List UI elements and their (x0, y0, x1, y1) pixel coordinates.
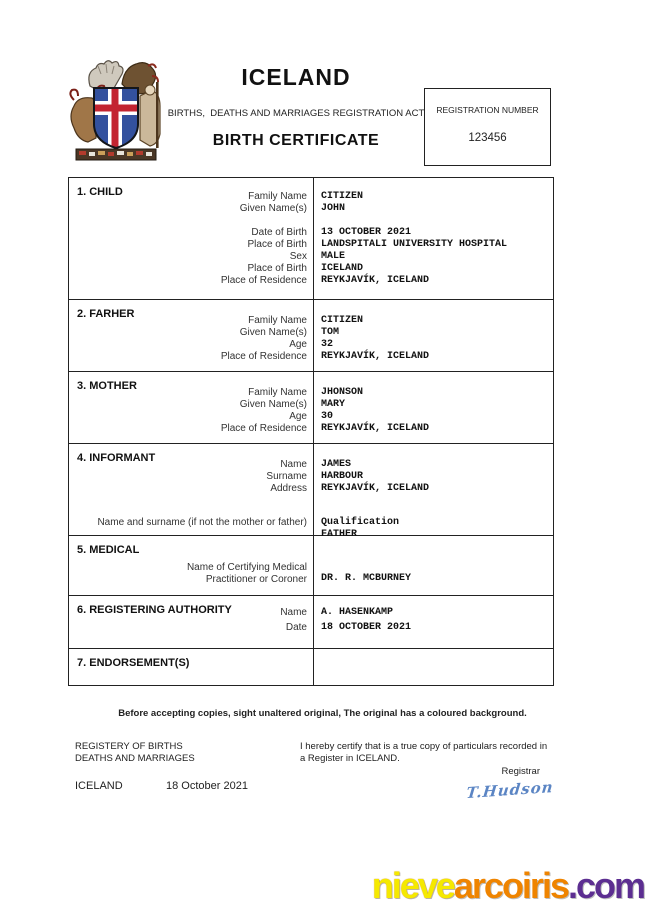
registrar-signature: T.Hudson (465, 777, 555, 803)
section-father-title: 2. FARHER (77, 308, 135, 320)
value-informant-qualification-father: FATHER (321, 529, 358, 540)
label-given-names: Given Name(s) (239, 327, 307, 338)
label-address: Address (270, 483, 307, 494)
section-medical-title: 5. MEDICAL (77, 544, 140, 556)
registry-line-1: REGISTERY OF BIRTHS (75, 741, 183, 752)
label-family-name: Family Name (248, 191, 307, 202)
watermark-part-3: .com (567, 865, 644, 906)
value-mother-place-of-residence: REYKJAVÍK, ICELAND (321, 423, 430, 434)
verification-note: Before accepting copies, sight unaltered original, The original has a coloured background. (118, 708, 527, 719)
registration-number-label: REGISTRATION NUMBER (436, 105, 539, 115)
section-informant-title: 4. INFORMANT (77, 452, 156, 464)
value-child-given-names: JOHN (321, 203, 346, 214)
label-family-name: Family Name (248, 315, 307, 326)
watermark-part-2: arcoiris (453, 865, 568, 906)
value-mother-given-names: MARY (321, 399, 346, 410)
label-place-of-birth: Place of Birth (247, 239, 307, 250)
value-authority-name: A. HASENKAMP (321, 607, 394, 618)
section-mother-title: 3. MOTHER (77, 380, 137, 392)
label-age: Age (289, 339, 307, 350)
section-informant (69, 444, 553, 540)
label-place-of-residence: Place of Residence (220, 351, 307, 362)
section-endorsements (69, 649, 553, 685)
registry-office-block (75, 741, 195, 764)
value-mother-family-name: JHONSON (321, 387, 364, 398)
label-given-names: Given Name(s) (239, 203, 307, 214)
certification-statement: I hereby certify that is a true copy of particulars recorded in a Register in ICELAND. (300, 741, 548, 764)
site-watermark (372, 865, 644, 907)
label-place-of-residence: Place of Residence (220, 275, 307, 286)
value-informant-qualification: Qualification (321, 517, 400, 528)
value-child-date-of-birth: 13 OCTOBER 2021 (321, 227, 412, 238)
registration-number-box (424, 88, 551, 166)
section-mother (69, 372, 553, 444)
value-father-age: 32 (321, 339, 334, 350)
label-age: Age (289, 411, 307, 422)
label-date-of-birth: Date of Birth (251, 227, 307, 238)
label-family-name: Family Name (248, 387, 307, 398)
value-child-sex: MALE (321, 251, 346, 262)
value-informant-surname: HARBOUR (321, 471, 364, 482)
watermark-part-1: nieve (371, 865, 454, 906)
section-registering-authority (69, 596, 553, 649)
label-date: Date (285, 621, 307, 633)
act-subtitle: BIRTHS, DEATHS AND MARRIAGES REGISTRATION ACT (167, 108, 425, 119)
section-child-title: 1. CHILD (77, 186, 123, 198)
registration-number-value: 123456 (468, 132, 507, 144)
section-child (69, 178, 553, 300)
value-medical-practitioner: DR. R. MCBURNEY (321, 573, 412, 584)
label-surname: Surname (266, 471, 307, 482)
footer-country: ICELAND (75, 780, 123, 792)
label-sex: Sex (289, 251, 307, 262)
footer-issue-date: 18 October 2021 (166, 780, 248, 792)
label-name-and-surname-if-not-parent: Name and surname (if not the mother or father) (97, 517, 307, 528)
label-place-of-residence: Place of Residence (220, 423, 307, 434)
label-given-names: Given Name(s) (239, 399, 307, 410)
value-father-family-name: CITIZEN (321, 315, 364, 326)
value-child-family-name: CITIZEN (321, 191, 364, 202)
section-father (69, 300, 553, 372)
label-certifying-practitioner: Name of Certifying Medical Practitioner or Coroner (186, 562, 307, 585)
section-registering-authority-title: 6. REGISTERING AUTHORITY (77, 604, 232, 616)
certificate-table (68, 177, 554, 686)
registry-line-2: DEATHS AND MARRIAGES (75, 752, 195, 764)
section-endorsements-title: 7. ENDORSEMENT(S) (77, 657, 190, 669)
value-authority-date: 18 OCTOBER 2021 (321, 621, 412, 633)
document-title: BIRTH CERTIFICATE (212, 132, 380, 149)
value-child-place-of-birth: LANDSPITALI UNIVERSITY HOSPITAL (321, 239, 508, 250)
country-title: ICELAND (241, 64, 351, 90)
label-place-of-birth-country: Place of Birth (247, 263, 307, 274)
value-father-given-names: TOM (321, 327, 340, 338)
value-informant-address: REYKJAVÍK, ICELAND (321, 483, 430, 494)
label-name: Name (280, 607, 307, 618)
section-medical (69, 536, 553, 596)
value-mother-age: 30 (321, 411, 334, 422)
value-child-place-of-birth-country: ICELAND (321, 263, 364, 274)
registrar-label: Registrar (501, 766, 540, 777)
value-father-place-of-residence: REYKJAVÍK, ICELAND (321, 351, 430, 362)
value-informant-name: JAMES (321, 459, 352, 470)
label-name: Name (280, 459, 307, 470)
value-child-place-of-residence: REYKJAVÍK, ICELAND (321, 275, 430, 286)
